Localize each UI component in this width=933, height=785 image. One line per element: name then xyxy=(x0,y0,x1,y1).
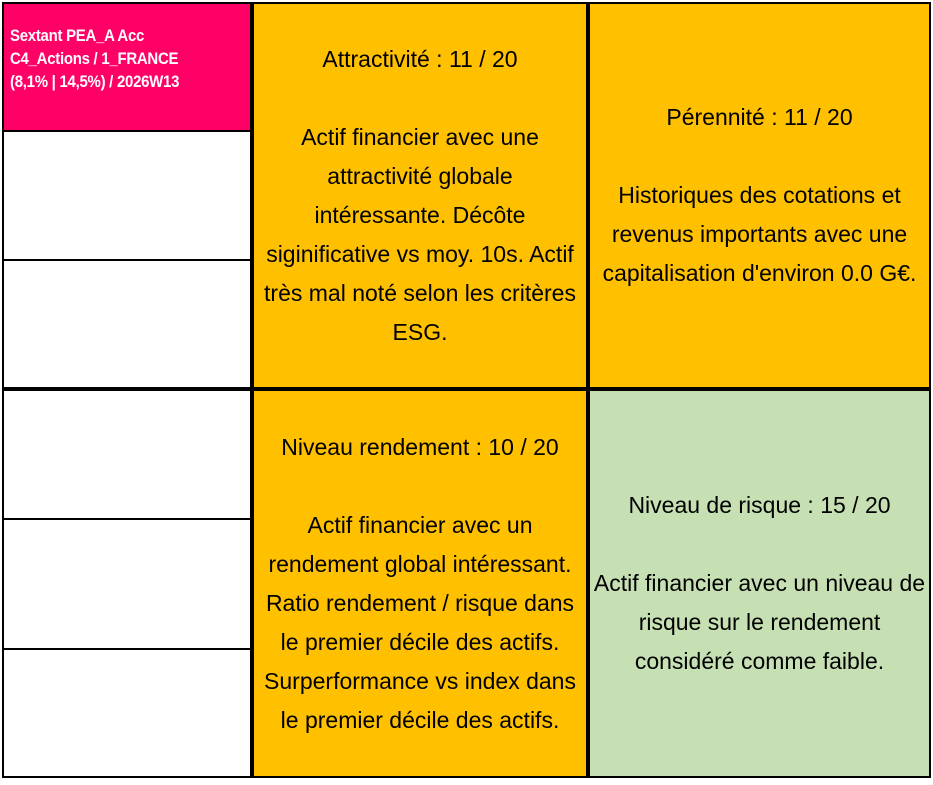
attractivite-line: intéressante. Décôte xyxy=(314,201,526,228)
empty-cell-2 xyxy=(2,259,252,389)
risque-description xyxy=(594,564,925,681)
attractivite-line: ESG. xyxy=(392,318,448,345)
attractivite-box xyxy=(252,2,588,389)
empty-cell-5 xyxy=(2,648,252,778)
attractivite-line: siginificative vs moy. 10s. Actif xyxy=(266,240,574,267)
rendement-line: rendement global intéressant. xyxy=(268,550,572,577)
rendement-line: le premier décile des actifs. xyxy=(280,706,560,733)
attractivite-line: attractivité globale xyxy=(327,162,513,189)
rendement-box xyxy=(252,389,588,778)
fund-category: C4_Actions / 1_FRANCE xyxy=(10,49,179,68)
fund-stats-week: (8,1% | 14,5%) / 2026W13 xyxy=(10,72,180,91)
rendement-line: Surperformance vs index dans xyxy=(264,667,576,694)
perennite-description xyxy=(603,176,917,293)
risque-heading: Niveau de risque : 15 / 20 xyxy=(628,492,891,518)
empty-cell-1 xyxy=(2,130,252,261)
rendement-description xyxy=(264,506,576,740)
perennite-box xyxy=(588,2,931,389)
risque-line: considéré comme faible. xyxy=(634,648,885,674)
rendement-line: Ratio rendement / risque dans xyxy=(265,589,575,616)
rendement-line: Actif financier avec un xyxy=(307,511,533,538)
attractivite-line: très mal noté selon les critères xyxy=(264,279,576,306)
perennite-line: capitalisation d'environ 0.0 G€. xyxy=(602,260,917,286)
perennite-line: revenus importants avec une xyxy=(611,221,908,247)
fund-name: Sextant PEA_A Acc xyxy=(10,26,145,45)
rendement-heading: Niveau rendement : 10 / 20 xyxy=(281,433,559,460)
risque-line: risque sur le rendement xyxy=(638,609,881,635)
rendement-line: le premier décile des actifs. xyxy=(280,628,560,655)
empty-cell-3 xyxy=(2,389,252,520)
empty-cell-4 xyxy=(2,518,252,650)
attractivite-description xyxy=(264,118,576,352)
risque-box xyxy=(588,389,931,778)
risque-line: Actif financier avec un niveau de xyxy=(593,570,926,596)
fund-title-cell xyxy=(2,2,252,132)
attractivite-line: Actif financier avec une xyxy=(301,123,539,150)
perennite-line: Historiques des cotations et xyxy=(618,182,901,208)
attractivite-heading: Attractivité : 11 / 20 xyxy=(322,45,518,72)
perennite-heading: Pérennité : 11 / 20 xyxy=(666,104,853,130)
